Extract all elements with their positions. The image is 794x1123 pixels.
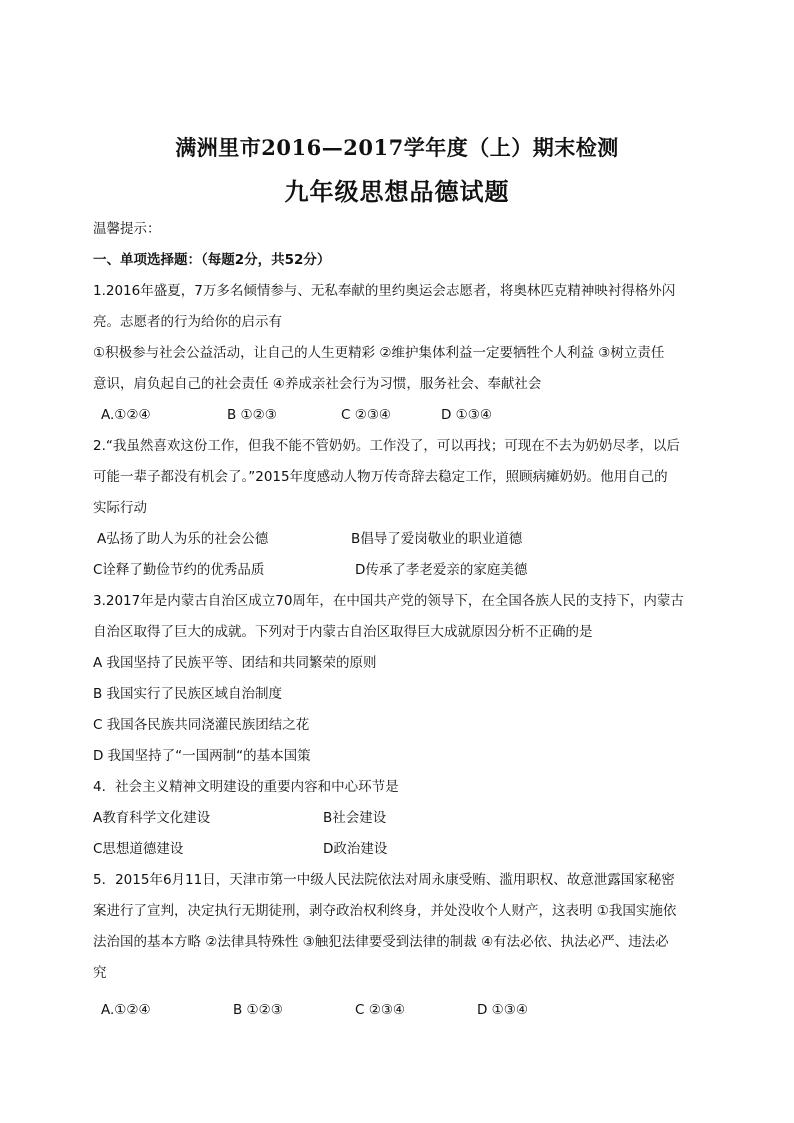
- option-c: C ②③④: [341, 407, 392, 423]
- question-line: 4．社会主义精神文明建设的重要内容和中心环节是: [93, 779, 399, 795]
- question-1: [93, 276, 705, 431]
- question-line: 究: [93, 965, 107, 981]
- question-line: 自治区取得了巨大的成就。下列对于内蒙古自治区取得巨大成就原因分析不正确的是: [93, 624, 593, 640]
- option-d: D ①③④: [477, 1002, 528, 1018]
- option-c: C 我国各民族共同浇灌民族团结之花: [93, 717, 310, 733]
- question-line: 亮。志愿者的行为给你的启示有: [93, 314, 282, 330]
- option-b: B 我国实行了民族区域自治制度: [93, 686, 283, 702]
- option-a: A弘扬了助人为乐的社会公德: [97, 531, 269, 547]
- answer-options: [93, 803, 705, 834]
- option-d: D传承了孝老爱亲的家庭美德: [355, 562, 528, 578]
- question-2: [93, 431, 705, 586]
- option-d: D政治建设: [323, 841, 388, 857]
- question-line: 2.“我虽然喜欢这份工作，但我不能不管奶奶。工作没了，可以再找；可现在不去为奶奶尽孝，以后: [93, 438, 680, 454]
- exam-subtitle: 九年级思想品德试题: [284, 177, 510, 206]
- option-c: C思想道德建设: [93, 841, 184, 857]
- question-line: 5．2015年6月11日，天津市第一中级人民法院依法对周永康受贿、滥用职权、故意泄露国家秘密: [93, 872, 675, 888]
- option-d: D 我国坚持了“一国两制“的基本国策: [93, 748, 311, 764]
- option-a: A.①②④: [101, 407, 151, 423]
- exam-content: [93, 214, 705, 1026]
- option-b: B社会建设: [323, 810, 387, 826]
- answer-options: [93, 524, 705, 555]
- option-b: B倡导了爱岗敬业的职业道德: [351, 531, 523, 547]
- section-heading: 一、单项选择题：（每题2分，共52分）: [93, 252, 331, 268]
- exam-title: 满洲里市2016—2017学年度（上）期末检测: [175, 135, 619, 160]
- answer-options: [93, 555, 705, 586]
- question-line: 实际行动: [93, 500, 147, 516]
- question-5: [93, 865, 705, 1026]
- answer-options: [93, 995, 705, 1026]
- tip-label: 温馨提示：: [93, 221, 161, 237]
- question-line: 3.2017年是内蒙古自治区成立70周年，在中国共产党的领导下，在全国各族人民的支持下，内蒙古: [93, 593, 684, 609]
- answer-options: [93, 400, 705, 431]
- question-line: 可能一辈子都没有机会了。”2015年度感动人物万传奇辞去稳定工作，照顾病瘫奶奶。他用自己的: [93, 469, 668, 485]
- question-line: 1.2016年盛夏，7万多名倾情参与、无私奉献的里约奥运会志愿者，将奥林匹克精神映衬得格外闪: [93, 283, 676, 299]
- option-a: A.①②④: [101, 1002, 151, 1018]
- question-line: ①积极参与社会公益活动，让自己的人生更精彩 ②维护集体利益一定要牺牲个人利益 ③树立责任: [93, 345, 665, 361]
- question-3: [93, 586, 705, 772]
- question-line: 意识，肩负起自己的社会责任 ④养成亲社会行为习惯，服务社会、奉献社会: [93, 376, 542, 392]
- option-a: A教育科学文化建设: [93, 810, 211, 826]
- answer-options: [93, 834, 705, 865]
- option-a: A 我国坚持了民族平等、团结和共同繁荣的原则: [93, 655, 377, 671]
- option-b: B ①②③: [233, 1002, 283, 1018]
- option-d: D ①③④: [441, 407, 492, 423]
- option-c: C ②③④: [355, 1002, 406, 1018]
- question-line: 案进行了宣判，决定执行无期徒刑，剥夺政治权利终身，并处没收个人财产，这表明 ①我国实施依: [93, 903, 677, 919]
- question-line: 法治国的基本方略 ②法律具特殊性 ③触犯法律要受到法律的制裁 ④有法必依、执法必严、违法必: [93, 934, 669, 950]
- question-4: [93, 772, 705, 865]
- option-b: B ①②③: [227, 407, 277, 423]
- option-c: C诠释了勤俭节约的优秀品质: [93, 562, 265, 578]
